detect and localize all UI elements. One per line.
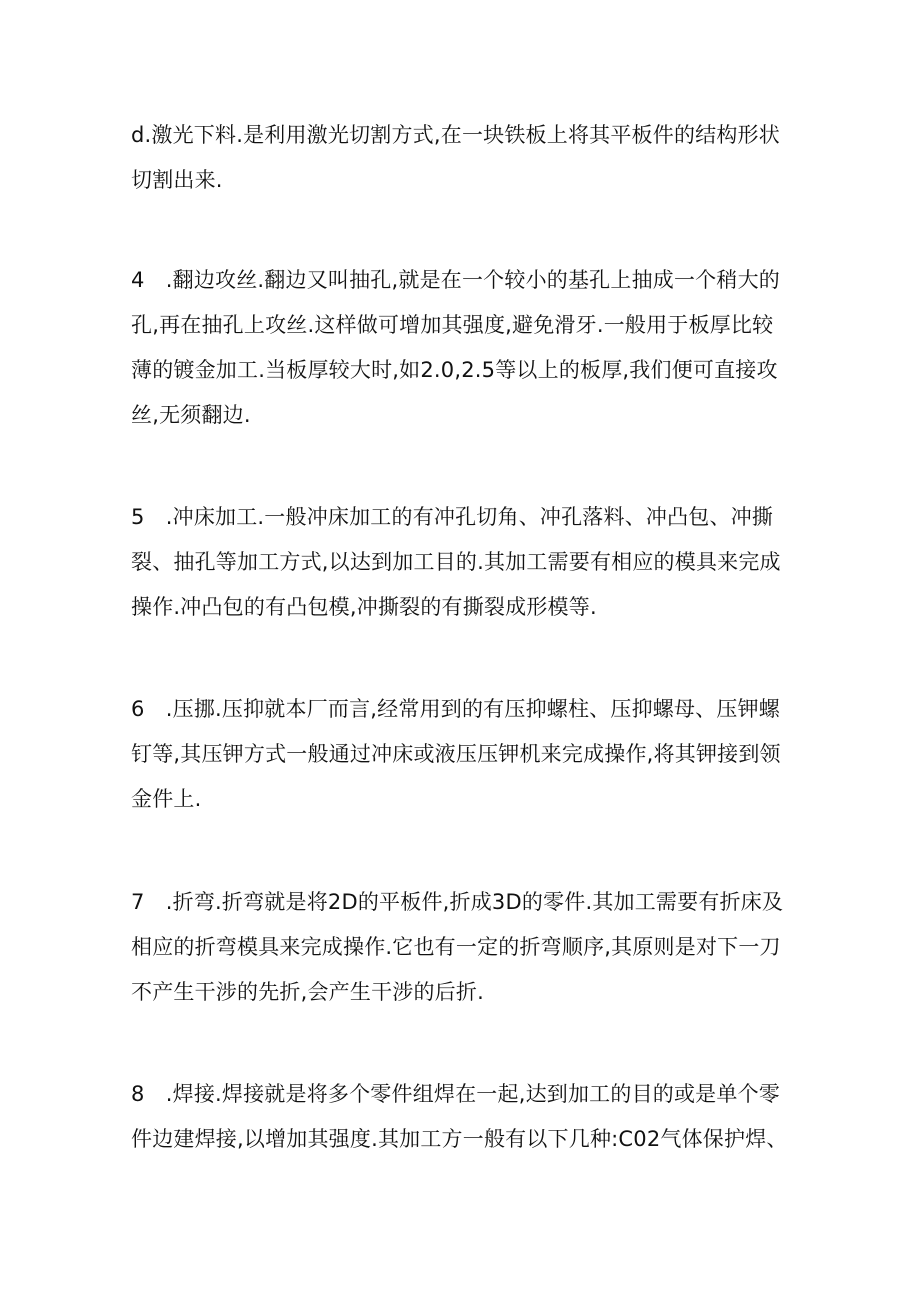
text-line: 丝,无须翻边. bbox=[131, 403, 251, 427]
paragraph-press-riveting bbox=[131, 687, 811, 822]
text-line: 薄的镀金加工.当板厚较大时,如2.0,2.5等以上的板厚,我们便可直接攻 bbox=[131, 358, 778, 382]
text-line: 操作.冲凸包的有凸包模,冲撕裂的有撕裂成形模等. bbox=[131, 595, 597, 619]
text-line: 7 .折弯.折弯就是将2D的平板件,折成3D的零件.其加工需要有折床及 bbox=[131, 890, 784, 914]
text-line: 金件上. bbox=[131, 787, 202, 811]
paragraph-flanging-tapping bbox=[131, 258, 811, 438]
text-line: 4 .翻边攻丝.翻边又叫抽孔,就是在一个较小的基孔上抽成一个稍大的 bbox=[131, 268, 780, 292]
text-line: 裂、抽孔等加工方式,以达到加工目的.其加工需要有相应的模具来完成 bbox=[131, 550, 781, 574]
text-line: 孔,再在抽孔上攻丝.这样做可增加其强度,避免滑牙.一般用于板厚比较 bbox=[131, 313, 774, 337]
text-line: 不产生干涉的先折,会产生干涉的后折. bbox=[131, 980, 484, 1004]
paragraph-punching bbox=[131, 495, 811, 630]
text-line: 相应的折弯模具来完成操作.它也有一定的折弯顺序,其原则是对下一刀 bbox=[131, 935, 781, 959]
text-line: 8 .焊接.焊接就是将多个零件组焊在一起,达到加工的目的或是单个零 bbox=[131, 1082, 780, 1106]
text-line: 件边建焊接,以增加其强度.其加工方一般有以下几种:C02气体保护焊、 bbox=[131, 1127, 788, 1151]
text-line: 5 .冲床加工.一般冲床加工的有冲孔切角、冲孔落料、冲凸包、冲撕 bbox=[131, 505, 774, 529]
text-line: 切割出来. bbox=[131, 168, 223, 192]
paragraph-welding bbox=[131, 1072, 811, 1162]
text-line: d.激光下料.是利用激光切割方式,在一块铁板上将其平板件的结构形状 bbox=[131, 123, 780, 147]
paragraph-bending bbox=[131, 880, 811, 1015]
text-line: 6 .压挪.压抑就本厂而言,经常用到的有压抑螺柱、压抑螺母、压钾螺 bbox=[131, 697, 780, 721]
paragraph-laser-cutting bbox=[131, 113, 811, 203]
text-line: 钉等,其压钾方式一般通过冲床或液压压钾机来完成操作,将其钾接到领 bbox=[131, 742, 781, 766]
